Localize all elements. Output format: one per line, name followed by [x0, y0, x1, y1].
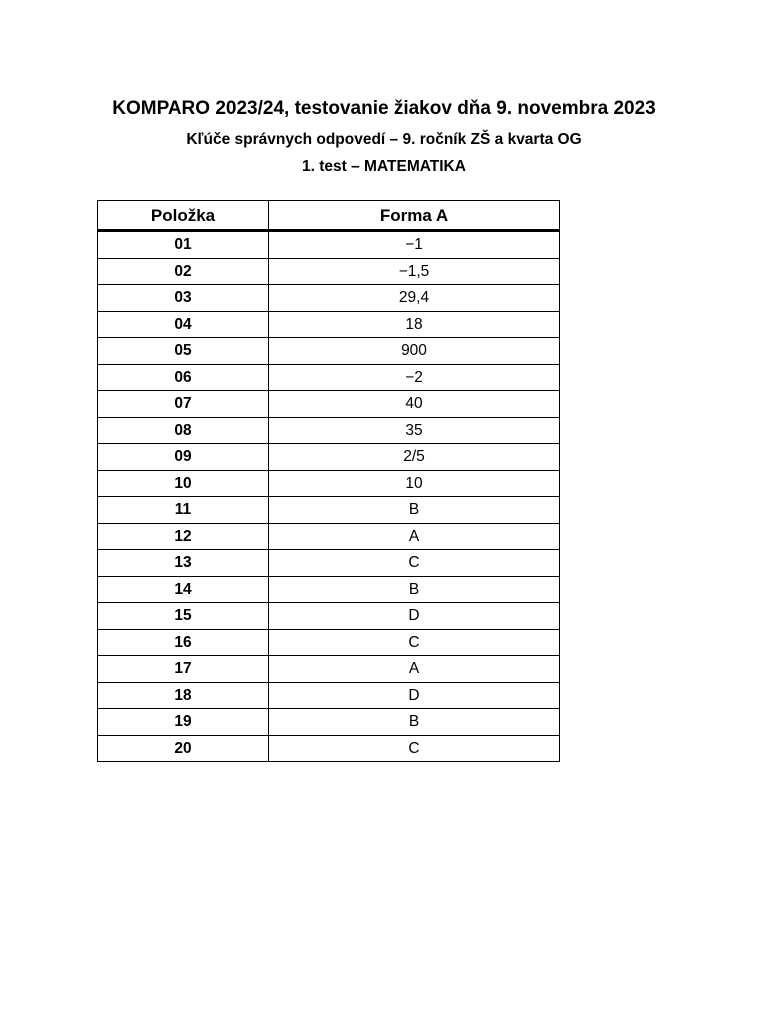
table-row: [98, 523, 560, 550]
table-row: [98, 682, 560, 709]
item-number-cell: 19: [98, 709, 269, 736]
item-number-cell: 12: [98, 523, 269, 550]
item-number-cell: 05: [98, 338, 269, 365]
test-name: 1. test – MATEMATIKA: [302, 158, 466, 175]
answer-cell: 35: [269, 417, 560, 444]
table-row: [98, 656, 560, 683]
answer-cell: B: [269, 497, 560, 524]
column-header-item: Položka: [98, 201, 269, 231]
item-number-cell: 08: [98, 417, 269, 444]
item-number-cell: 10: [98, 470, 269, 497]
table-row: [98, 258, 560, 285]
document-subtitle: Kľúče správnych odpovedí – 9. ročník ZŠ a kvarta OG: [186, 131, 582, 148]
table-row: [98, 709, 560, 736]
answer-cell: 2/5: [269, 444, 560, 471]
table-header-row: [98, 201, 560, 231]
column-header-form-a: Forma A: [269, 201, 560, 231]
item-number-cell: 04: [98, 311, 269, 338]
table-row: [98, 364, 560, 391]
answer-cell: C: [269, 735, 560, 762]
answer-cell: C: [269, 550, 560, 577]
answer-key-table: [97, 200, 560, 762]
item-number-cell: 13: [98, 550, 269, 577]
table-row: [98, 311, 560, 338]
table-row: [98, 497, 560, 524]
table-row: [98, 391, 560, 418]
item-number-cell: 18: [98, 682, 269, 709]
document-title: KOMPARO 2023/24, testovanie žiakov dňa 9. novembra 2023: [112, 98, 656, 119]
item-number-cell: 01: [98, 231, 269, 259]
table-row: [98, 603, 560, 630]
item-number-cell: 09: [98, 444, 269, 471]
answer-rows: [98, 231, 560, 762]
item-number-cell: 02: [98, 258, 269, 285]
table-row: [98, 285, 560, 312]
table-row: [98, 735, 560, 762]
item-number-cell: 14: [98, 576, 269, 603]
item-number-cell: 17: [98, 656, 269, 683]
table-row: [98, 417, 560, 444]
item-number-cell: 03: [98, 285, 269, 312]
answer-cell: 18: [269, 311, 560, 338]
answer-cell: −1: [269, 231, 560, 259]
table-row: [98, 576, 560, 603]
answer-cell: B: [269, 709, 560, 736]
table-row: [98, 470, 560, 497]
answer-cell: D: [269, 682, 560, 709]
item-number-cell: 06: [98, 364, 269, 391]
answer-cell: 900: [269, 338, 560, 365]
answer-cell: 29,4: [269, 285, 560, 312]
item-number-cell: 15: [98, 603, 269, 630]
answer-cell: −1,5: [269, 258, 560, 285]
answer-cell: A: [269, 656, 560, 683]
answer-cell: D: [269, 603, 560, 630]
answer-cell: C: [269, 629, 560, 656]
item-number-cell: 07: [98, 391, 269, 418]
table-row: [98, 629, 560, 656]
answer-cell: 10: [269, 470, 560, 497]
answer-cell: −2: [269, 364, 560, 391]
answer-cell: B: [269, 576, 560, 603]
table-row: [98, 231, 560, 259]
table-row: [98, 550, 560, 577]
table-row: [98, 444, 560, 471]
answer-cell: A: [269, 523, 560, 550]
item-number-cell: 11: [98, 497, 269, 524]
answer-cell: 40: [269, 391, 560, 418]
item-number-cell: 20: [98, 735, 269, 762]
table-row: [98, 338, 560, 365]
item-number-cell: 16: [98, 629, 269, 656]
